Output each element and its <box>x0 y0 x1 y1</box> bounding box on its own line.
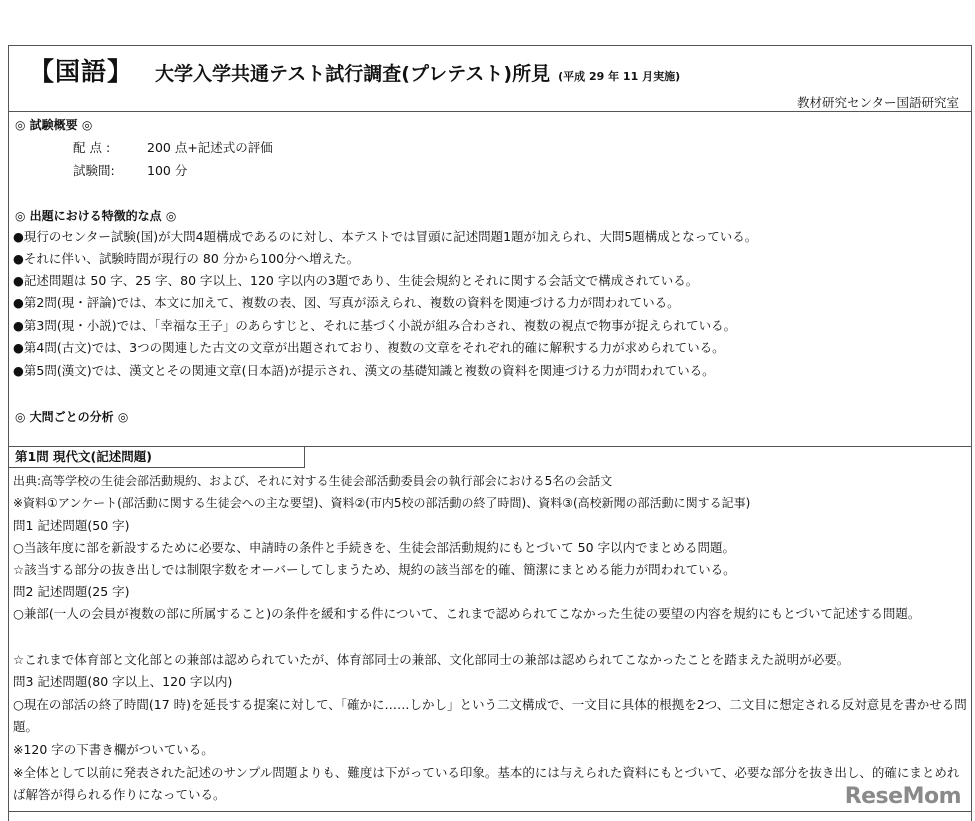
feature-item: ●第4問(古文)では、3つの関連した古文の文章が出題されており、複数の文章をそれぞれ的確に解釈する力が求められている。 <box>13 340 725 355</box>
score-label: 配 点 : <box>73 140 111 155</box>
feature-item: ●第5問(漢文)では、漢文とその関連文章(日本語)が提示され、漢文の基礎知識と複数の資料を関連づける力が問われている。 <box>13 363 715 378</box>
analysis-line: ○兼部(一人の会員が複数の部に所属すること)の条件を緩和する件について、これまで認められてこなかった生徒の要望の内容を規約にもとづいて記述する問題。 <box>13 606 921 621</box>
author-label: 教材研究センター国語研究室 <box>796 95 959 110</box>
time-label: 試験間: <box>73 163 115 178</box>
feature-item: ●記述問題は 50 字、25 字、80 字以上、120 字以内の3題であり、生徒会規約とそれに関する会話文で構成されている。 <box>13 273 699 288</box>
document-sheet <box>8 45 972 821</box>
bottom-divider <box>9 811 971 812</box>
title-row <box>29 52 680 90</box>
features-heading: ◎ 出題における特徴的な点 ◎ <box>15 209 177 223</box>
q1-title: 第1問 現代文(記述問題) <box>9 446 305 468</box>
overview-heading: ◎ 試験概要 ◎ <box>15 118 93 132</box>
analysis-line: 問3 記述問題(80 字以上、120 字以内) <box>13 674 233 689</box>
doc-title: 大学入学共通テスト試行調査(プレテスト)所見 <box>155 63 551 85</box>
analysis-line: 出典:高等学校の生徒会部活動規約、および、それに対する生徒会部活動委員会の執行部会における5名の会話文 <box>13 474 613 488</box>
doc-category: 【国語】 <box>29 57 134 86</box>
score-value: 200 点+記述式の評価 <box>147 140 273 155</box>
analysis-line: ☆該当する部分の抜き出しでは制限字数をオーバーしてしまうため、規約の該当部を的確、簡潔にまとめる能力が問われている。 <box>13 562 736 577</box>
analysis-line: ※120 字の下書き欄がついている。 <box>13 742 214 757</box>
resemom-watermark-logo: ReseMom <box>844 784 961 809</box>
analysis-line: ☆これまで体育部と文化部との兼部は認められていたが、体育部同士の兼部、文化部同士の兼部は認められてこなかったことを踏まえた説明が必要。 <box>13 652 850 667</box>
analysis-line: 問1 記述問題(50 字) <box>13 518 130 533</box>
doc-date-note: (平成 29 年 11 月実施) <box>558 70 681 83</box>
analysis-line: ※資料①アンケート(部活動に関する生徒会への主な要望)、資料②(市内5校の部活動の終了時間)、資料③(高校新聞の部活動に関する記事) <box>13 496 751 510</box>
feature-item: ●それに伴い、試験時間が現行の 80 分から100分へ増えた。 <box>13 251 360 266</box>
title-divider <box>9 111 971 112</box>
analysis-heading: ◎ 大問ごとの分析 ◎ <box>15 410 129 424</box>
analysis-line: ※全体として以前に発表された記述のサンプル問題よりも、難度は下がっている印象。基本的には与えられた資料にもとづいて、必要な部分を抜き出し、的確にまとめれば解答が得られる作りになっている。 <box>13 765 960 802</box>
time-value: 100 分 <box>147 163 188 178</box>
feature-item: ●第2問(現・評論)では、本文に加えて、複数の表、図、写真が添えられ、複数の資料を関連づける力が問われている。 <box>13 295 680 310</box>
analysis-line: ○当該年度に部を新設するために必要な、申請時の条件と手続きを、生徒会部活動規約にもとづいて 50 字以内でまとめる問題。 <box>13 540 736 555</box>
feature-item: ●第3問(現・小説)では、「幸福な王子」のあらすじと、それに基づく小説が組み合わされ、複数の視点で物事が捉えられている。 <box>13 318 737 333</box>
analysis-line: 問2 記述問題(25 字) <box>13 584 130 599</box>
analysis-line: ○現在の部活の終了時間(17 時)を延長する提案に対して、「確かに……しかし」という二文構成で、一文目に具体的根拠を2つ、二文目に想定される反対意見を書かせる問題。 <box>13 697 967 734</box>
feature-item: ●現行のセンター試験(国)が大問4題構成であるのに対し、本テストでは冒頭に記述問題1題が加えられ、大問5題構成となっている。 <box>13 229 758 244</box>
